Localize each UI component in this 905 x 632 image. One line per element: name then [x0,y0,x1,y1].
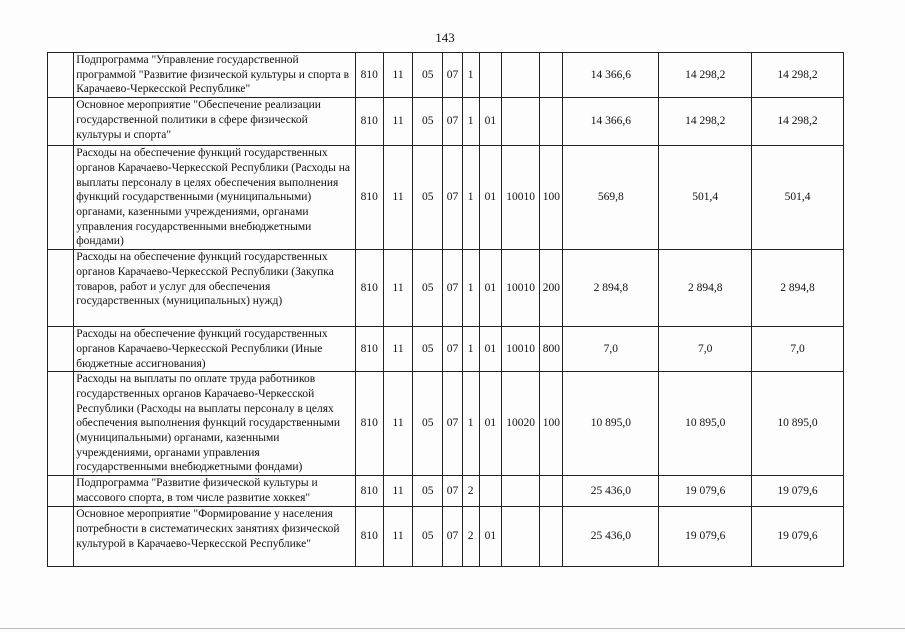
code-subsection: 05 [413,98,443,146]
code-subprogram: 1 [462,327,479,372]
amount-year-3: 2 894,8 [752,250,844,327]
row-blank-cell [48,372,74,476]
code-subprogram: 1 [462,98,479,146]
row-blank-cell [48,327,74,372]
code-direction: 10020 [501,372,539,476]
amount-year-3: 501,4 [752,146,844,250]
code-subsection: 05 [413,146,443,250]
row-name: Расходы на обеспечение функций государственных органов Карачаево-Черкесской Республики (Иные бюджетные ассигнования) [74,327,355,372]
amount-year-2: 2 894,8 [659,250,752,327]
code-program: 07 [443,146,462,250]
code-direction: 10010 [501,250,539,327]
amount-year-1: 25 436,0 [563,507,659,567]
code-subprogram: 1 [462,146,479,250]
code-ministry: 810 [355,146,383,250]
row-blank-cell [48,146,74,250]
code-expense-type [540,53,563,98]
row-name: Расходы на выплаты по оплате труда работников государственных органов Карачаево-Черкесской Республики (Расходы на выплаты персоналу в целях обеспечения выполнения функций государственными (муниципальными) органами, казенными учреждениями, органами управления государственными внебюджетными фондами) [74,372,355,476]
code-expense-type: 100 [540,146,563,250]
code-section: 11 [383,372,412,476]
code-program: 07 [443,476,462,507]
code-main-activity: 01 [479,250,501,327]
code-ministry: 810 [355,507,383,567]
amount-year-3: 7,0 [752,327,844,372]
amount-year-3: 19 079,6 [752,507,844,567]
table-row [48,98,844,146]
page-bottom-edge [0,628,905,629]
code-main-activity [479,476,501,507]
code-ministry: 810 [355,98,383,146]
code-main-activity: 01 [479,327,501,372]
code-main-activity: 01 [479,507,501,567]
amount-year-2: 19 079,6 [659,476,752,507]
amount-year-1: 25 436,0 [563,476,659,507]
code-subprogram: 1 [462,250,479,327]
amount-year-2: 501,4 [659,146,752,250]
code-ministry: 810 [355,327,383,372]
code-ministry: 810 [355,476,383,507]
page-number: 143 [435,30,455,45]
code-program: 07 [443,250,462,327]
code-main-activity: 01 [479,98,501,146]
code-section: 11 [383,53,412,98]
row-name: Подпрограмма "Развитие физической культуры и массового спорта, в том числе развитие хоккея" [74,476,355,507]
amount-year-1: 569,8 [563,146,659,250]
code-subsection: 05 [413,250,443,327]
amount-year-1: 10 895,0 [563,372,659,476]
code-main-activity: 01 [479,146,501,250]
code-subprogram: 1 [462,53,479,98]
table-row [48,250,844,327]
code-direction [501,53,539,98]
code-direction [501,476,539,507]
code-section: 11 [383,507,412,567]
amount-year-3: 19 079,6 [752,476,844,507]
code-ministry: 810 [355,53,383,98]
budget-table [47,52,844,567]
row-blank-cell [48,250,74,327]
table-row [48,327,844,372]
amount-year-2: 10 895,0 [659,372,752,476]
table-row [48,53,844,98]
table-row [48,507,844,567]
code-program: 07 [443,53,462,98]
code-subsection: 05 [413,476,443,507]
code-program: 07 [443,507,462,567]
row-blank-cell [48,53,74,98]
row-name: Подпрограмма "Управление государственной программой "Развитие физической культуры и спорта в Карачаево-Черкесской Республике" [74,53,355,98]
table-row [48,146,844,250]
code-program: 07 [443,98,462,146]
code-expense-type: 100 [540,372,563,476]
code-ministry: 810 [355,250,383,327]
code-direction [501,507,539,567]
amount-year-2: 14 298,2 [659,98,752,146]
code-section: 11 [383,146,412,250]
amount-year-1: 2 894,8 [563,250,659,327]
code-expense-type [540,98,563,146]
code-direction [501,98,539,146]
amount-year-1: 14 366,6 [563,98,659,146]
code-expense-type [540,476,563,507]
code-section: 11 [383,98,412,146]
code-ministry: 810 [355,372,383,476]
row-name: Основное мероприятие "Обеспечение реализации государственной политики в сфере физической культуры и спорта" [74,98,355,146]
code-subsection: 05 [413,327,443,372]
table-row [48,372,844,476]
code-subprogram: 2 [462,476,479,507]
code-program: 07 [443,327,462,372]
code-expense-type: 200 [540,250,563,327]
code-main-activity: 01 [479,372,501,476]
code-main-activity [479,53,501,98]
amount-year-2: 7,0 [659,327,752,372]
code-direction: 10010 [501,146,539,250]
amount-year-2: 19 079,6 [659,507,752,567]
code-section: 11 [383,476,412,507]
row-name: Расходы на обеспечение функций государственных органов Карачаево-Черкесской Республики (Расходы на выплаты персоналу в целях обеспечения выполнения функций государственными (муниципальными) органами, казенными учреждениями, органами управления государственными внебюджетными фондами) [74,146,355,250]
code-expense-type [540,507,563,567]
row-name: Основное мероприятие "Формирование у населения потребности в систематических занятиях физической культурой в Карачаево-Черкесской Республике" [74,507,355,567]
code-subprogram: 2 [462,507,479,567]
amount-year-3: 14 298,2 [752,53,844,98]
code-subsection: 05 [413,372,443,476]
code-program: 07 [443,372,462,476]
row-blank-cell [48,98,74,146]
code-subsection: 05 [413,53,443,98]
code-direction: 10010 [501,327,539,372]
table-row [48,476,844,507]
amount-year-1: 7,0 [563,327,659,372]
row-blank-cell [48,476,74,507]
code-section: 11 [383,250,412,327]
row-name: Расходы на обеспечение функций государственных органов Карачаево-Черкесской Республики (Закупка товаров, работ и услуг для обеспечения государственных (муниципальных) нужд) [74,250,355,327]
amount-year-2: 14 298,2 [659,53,752,98]
code-expense-type: 800 [540,327,563,372]
code-subsection: 05 [413,507,443,567]
amount-year-3: 10 895,0 [752,372,844,476]
row-blank-cell [48,507,74,567]
code-subprogram: 1 [462,372,479,476]
amount-year-3: 14 298,2 [752,98,844,146]
code-section: 11 [383,327,412,372]
amount-year-1: 14 366,6 [563,53,659,98]
